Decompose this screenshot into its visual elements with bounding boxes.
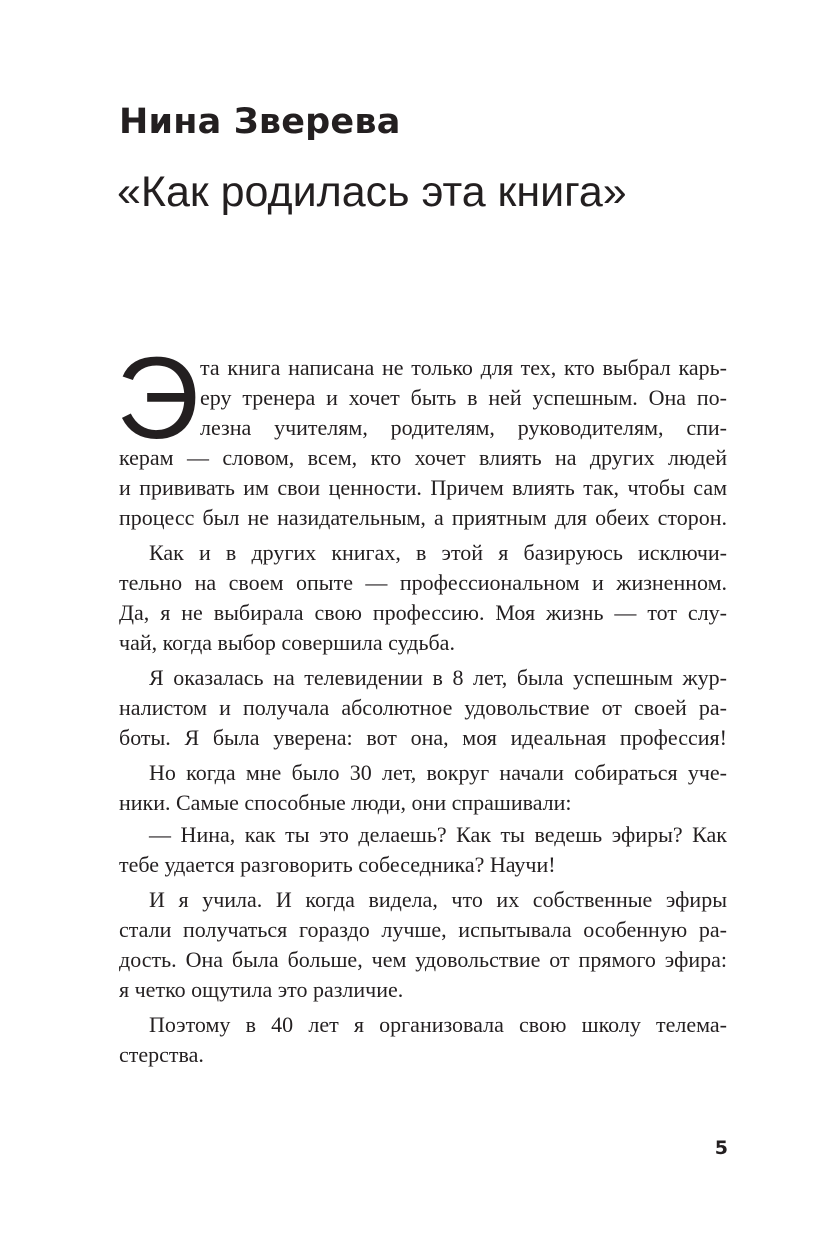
text-line: Да, я не выбирала свою профессию. Моя жизнь — тот слу- [119, 600, 727, 625]
text-line: Но когда мне было 30 лет, вокруг начали собираться уче- [149, 760, 727, 785]
text-line: и прививать им свои ценности. Причем влиять так, чтобы сам [119, 475, 727, 500]
text-line: ники. Самые способные люди, они спрашивали: [119, 790, 572, 815]
text-line: еру тренера и хочет быть в ней успешным. Она по- [200, 385, 727, 410]
text-line: я четко ощутила это различие. [119, 977, 404, 1002]
text-line: — Нина, как ты это делаешь? Как ты ведешь эфиры? Как [149, 822, 727, 847]
text-line: процесс был не назидательным, а приятным для обеих сторон. [119, 505, 727, 530]
text-line: дость. Она была больше, чем удовольствие от прямого эфира: [119, 947, 727, 972]
text-line: тельно на своем опыте — профессиональном и жизненном. [119, 570, 727, 595]
text-line: налистом и получала абсолютное удовольствие от своей ра- [119, 695, 727, 720]
text-line: стали получаться гораздо лучше, испытывала особенную ра- [119, 917, 727, 942]
drop-cap: Э [116, 333, 200, 463]
text-line: лезна учителям, родителям, руководителям, спи- [200, 415, 727, 440]
text-line: чай, когда выбор совершила судьба. [119, 630, 455, 655]
text-line: стерства. [119, 1042, 204, 1067]
text-line: Поэтому в 40 лет я организовала свою школу телема- [149, 1012, 727, 1037]
author-name: Нина Зверева [119, 102, 401, 142]
text-line: керам — словом, всем, кто хочет влиять на других людей [119, 445, 727, 470]
page-number: 5 [714, 1137, 728, 1159]
chapter-title: «Как родилась эта книга» [117, 168, 627, 216]
text-line: та книга написана не только для тех, кто выбрал карь- [200, 355, 727, 380]
text-line: И я учила. И когда видела, что их собственные эфиры [149, 887, 727, 912]
text-line: Я оказалась на телевидении в 8 лет, была успешным жур- [149, 665, 727, 690]
text-line: тебе удается разговорить собеседника? Научи! [119, 852, 556, 877]
text-line: боты. Я была уверена: вот она, моя идеальная профессия! [119, 725, 727, 750]
text-line: Как и в других книгах, в этой я базируюсь исключи- [149, 540, 727, 565]
